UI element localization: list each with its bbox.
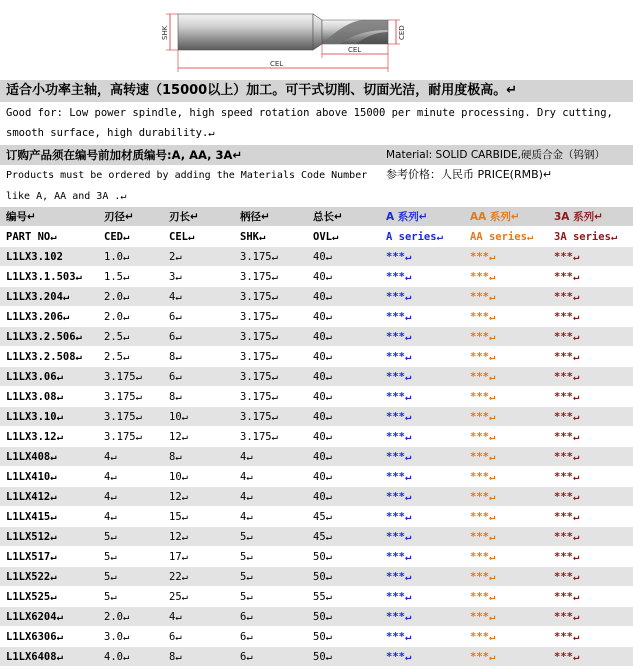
cell-ced: 4↵ [98,447,163,467]
header-cn-cell: 柄径↵ [234,207,307,227]
cell-a3: ***↵ [548,527,633,547]
cell-ovl: 40↵ [307,287,380,307]
table-row [0,427,633,447]
cell-a: ***↵ [380,347,464,367]
cell-part: L1LX3.2.508↵ [0,347,98,367]
cell-shk: 5↵ [234,587,307,607]
cell-aa: ***↵ [464,427,548,447]
cell-a: ***↵ [380,387,464,407]
price-label: 参考价格：人民币 PRICE(RMB)↵ [386,168,553,181]
header-en-cell: PART NO↵ [0,227,98,247]
cell-a3: ***↵ [548,387,633,407]
order-note-cn: 订购产品须在编号前加材质编号:A, AA, 3A↵ [6,148,243,162]
table-row [0,527,633,547]
cell-shk: 4↵ [234,467,307,487]
cell-aa: ***↵ [464,267,548,287]
cell-cel: 8↵ [163,647,234,667]
title-cn: 适合小功率主轴，高转速（15000以上）加工。可干式切削、切面光洁，耐用度极高。↵ [6,83,518,98]
table-row [0,607,633,627]
table-row [0,547,633,567]
cell-part: L1LX522↵ [0,567,98,587]
cell-shk: 4↵ [234,507,307,527]
cell-part: L1LX3.08↵ [0,387,98,407]
cell-cel: 12↵ [163,527,234,547]
cell-a3: ***↵ [548,367,633,387]
cell-a3: ***↵ [548,507,633,527]
cell-aa: ***↵ [464,407,548,427]
cell-shk: 3.175↵ [234,347,307,367]
cell-cel: 4↵ [163,607,234,627]
cell-ovl: 40↵ [307,407,380,427]
cell-shk: 3.175↵ [234,367,307,387]
cell-cel: 8↵ [163,387,234,407]
cell-ovl: 40↵ [307,347,380,367]
cell-ovl: 45↵ [307,527,380,547]
cell-cel: 12↵ [163,427,234,447]
cell-ovl: 40↵ [307,467,380,487]
header-cn-cell: 编号↵ [0,207,98,227]
cell-cel: 4↵ [163,287,234,307]
cell-part: L1LX3.204↵ [0,287,98,307]
cell-part: L1LX3.102 [0,247,98,267]
cell-part: L1LX410↵ [0,467,98,487]
cell-part: L1LX412↵ [0,487,98,507]
cell-ced: 3.175↵ [98,427,163,447]
cell-part: L1LX3.2.506↵ [0,327,98,347]
cell-ovl: 50↵ [307,627,380,647]
description-en: Good for: Low power spindle, high speed rotation above 15000 per minute processing. Dry cutting, smooth surface, high durability.↵ [6,107,613,139]
cell-shk: 3.175↵ [234,307,307,327]
cel-label: CEL [348,46,362,54]
cell-a3: ***↵ [548,327,633,347]
cell-a3: ***↵ [548,647,633,667]
cell-aa: ***↵ [464,527,548,547]
cell-ced: 5↵ [98,567,163,587]
header-cn-cell: A 系列↵ [380,207,464,227]
cell-a: ***↵ [380,327,464,347]
cell-a3: ***↵ [548,547,633,567]
header-cn-cell: AA 系列↵ [464,207,548,227]
cell-ovl: 50↵ [307,567,380,587]
cell-part: L1LX3.10↵ [0,407,98,427]
cell-shk: 5↵ [234,547,307,567]
cell-cel: 8↵ [163,447,234,467]
table-row [0,307,633,327]
cell-a: ***↵ [380,607,464,627]
cell-ced: 2.5↵ [98,327,163,347]
cell-shk: 3.175↵ [234,427,307,447]
cell-ovl: 40↵ [307,247,380,267]
cell-part: L1LX525↵ [0,587,98,607]
cell-aa: ***↵ [464,627,548,647]
table-row [0,507,633,527]
cell-ced: 5↵ [98,527,163,547]
cell-ovl: 40↵ [307,387,380,407]
header-row-cn [0,207,633,227]
cell-a: ***↵ [380,367,464,387]
cell-shk: 4↵ [234,487,307,507]
cell-cel: 6↵ [163,327,234,347]
cell-ced: 3.175↵ [98,367,163,387]
ced-label: CED [398,25,406,40]
ovl-label: CEL [270,60,284,68]
cell-a3: ***↵ [548,627,633,647]
cell-ced: 2.0↵ [98,607,163,627]
cell-ced: 4.0↵ [98,647,163,667]
cell-a: ***↵ [380,287,464,307]
table-row [0,587,633,607]
cell-a: ***↵ [380,547,464,567]
cell-cel: 15↵ [163,507,234,527]
cell-ced: 2.5↵ [98,347,163,367]
table-row [0,247,633,267]
cell-a: ***↵ [380,587,464,607]
cell-a: ***↵ [380,507,464,527]
cell-ced: 3.175↵ [98,387,163,407]
cell-shk: 3.175↵ [234,247,307,267]
table-row [0,467,633,487]
cell-cel: 2↵ [163,247,234,267]
cell-a3: ***↵ [548,307,633,327]
cell-shk: 5↵ [234,527,307,547]
cell-shk: 5↵ [234,567,307,587]
cell-aa: ***↵ [464,507,548,527]
cell-ovl: 55↵ [307,587,380,607]
table-row [0,627,633,647]
cell-aa: ***↵ [464,607,548,627]
tool-neck [313,14,322,50]
cell-a3: ***↵ [548,487,633,507]
table-row [0,347,633,367]
cell-ovl: 40↵ [307,327,380,347]
cell-aa: ***↵ [464,307,548,327]
cell-part: L1LX512↵ [0,527,98,547]
header-cn-cell: 刃长↵ [163,207,234,227]
cell-ovl: 50↵ [307,607,380,627]
cell-ovl: 40↵ [307,267,380,287]
table-row [0,567,633,587]
cell-part: L1LX3.1.503↵ [0,267,98,287]
table-row [0,647,633,667]
cell-aa: ***↵ [464,547,548,567]
cell-aa: ***↵ [464,467,548,487]
cell-a: ***↵ [380,527,464,547]
title-band [0,80,633,102]
cell-ced: 3.175↵ [98,407,163,427]
cell-ced: 1.0↵ [98,247,163,267]
header-en-cell: A series↵ [380,227,464,247]
cell-ovl: 40↵ [307,427,380,447]
order-note-en: Products must be ordered by adding the Materials Code Number like A, AA and 3A .↵ [6,170,368,202]
header-en-cell: OVL↵ [307,227,380,247]
cell-shk: 3.175↵ [234,287,307,307]
cell-aa: ***↵ [464,247,548,267]
cell-a: ***↵ [380,487,464,507]
cell-aa: ***↵ [464,587,548,607]
table-row [0,267,633,287]
cell-ced: 5↵ [98,547,163,567]
header-en-cell: CEL↵ [163,227,234,247]
cell-shk: 4↵ [234,447,307,467]
header-cn-cell: 3A 系列↵ [548,207,633,227]
header-en-cell: CED↵ [98,227,163,247]
cell-ovl: 50↵ [307,647,380,667]
cell-cel: 6↵ [163,367,234,387]
header-cn-cell: 刃径↵ [98,207,163,227]
cell-shk: 6↵ [234,627,307,647]
cell-a3: ***↵ [548,347,633,367]
cell-a: ***↵ [380,407,464,427]
cell-a: ***↵ [380,647,464,667]
cell-a: ***↵ [380,627,464,647]
cell-shk: 3.175↵ [234,407,307,427]
cell-part: L1LX3.206↵ [0,307,98,327]
cell-ovl: 50↵ [307,547,380,567]
cell-part: L1LX6204↵ [0,607,98,627]
cell-ced: 2.0↵ [98,307,163,327]
shk-label: SHK [161,25,169,40]
cell-ovl: 40↵ [307,487,380,507]
cell-a: ***↵ [380,247,464,267]
cell-ced: 3.0↵ [98,627,163,647]
cell-cel: 8↵ [163,347,234,367]
cell-aa: ***↵ [464,647,548,667]
cell-aa: ***↵ [464,287,548,307]
cell-part: L1LX415↵ [0,507,98,527]
cell-a3: ***↵ [548,467,633,487]
table-row [0,287,633,307]
cell-cel: 6↵ [163,307,234,327]
cell-cel: 10↵ [163,407,234,427]
cell-aa: ***↵ [464,567,548,587]
cell-ced: 4↵ [98,487,163,507]
cell-shk: 3.175↵ [234,327,307,347]
cell-part: L1LX517↵ [0,547,98,567]
cell-a3: ***↵ [548,567,633,587]
table-row [0,407,633,427]
cell-a: ***↵ [380,307,464,327]
cell-a: ***↵ [380,567,464,587]
end-mill-diagram [0,0,633,80]
cell-cel: 17↵ [163,547,234,567]
order-band [0,145,633,165]
cell-part: L1LX6306↵ [0,627,98,647]
header-en-cell: AA series↵ [464,227,548,247]
cell-ovl: 45↵ [307,507,380,527]
header-en-cell: SHK↵ [234,227,307,247]
table-row [0,487,633,507]
table-row [0,447,633,467]
cell-cel: 12↵ [163,487,234,507]
tool-shank [178,14,313,50]
cell-aa: ***↵ [464,367,548,387]
cell-a3: ***↵ [548,267,633,287]
cell-a3: ***↵ [548,447,633,467]
cell-part: L1LX6408↵ [0,647,98,667]
cell-shk: 6↵ [234,607,307,627]
cell-a3: ***↵ [548,247,633,267]
cell-ced: 5↵ [98,587,163,607]
cell-part: L1LX3.12↵ [0,427,98,447]
cell-a: ***↵ [380,467,464,487]
cell-ovl: 40↵ [307,447,380,467]
cell-shk: 3.175↵ [234,387,307,407]
cell-ovl: 40↵ [307,367,380,387]
cell-a3: ***↵ [548,587,633,607]
cell-cel: 3↵ [163,267,234,287]
cell-a: ***↵ [380,427,464,447]
cell-ced: 1.5↵ [98,267,163,287]
cell-ced: 4↵ [98,467,163,487]
table-row [0,327,633,347]
cell-aa: ***↵ [464,447,548,467]
table-row [0,367,633,387]
spec-table [0,207,633,667]
cell-shk: 3.175↵ [234,267,307,287]
cell-a3: ***↵ [548,287,633,307]
cell-a3: ***↵ [548,407,633,427]
cell-cel: 10↵ [163,467,234,487]
cell-aa: ***↵ [464,387,548,407]
cell-a3: ***↵ [548,427,633,447]
cell-cel: 6↵ [163,627,234,647]
header-cn-cell: 总长↵ [307,207,380,227]
cell-ced: 4↵ [98,507,163,527]
cell-aa: ***↵ [464,487,548,507]
cell-ovl: 40↵ [307,307,380,327]
material-label: Material: SOLID CARBIDE,硬质合金（钨钢） [386,149,605,161]
cell-cel: 25↵ [163,587,234,607]
cell-a: ***↵ [380,267,464,287]
cell-ced: 2.0↵ [98,287,163,307]
cell-a: ***↵ [380,447,464,467]
cell-shk: 6↵ [234,647,307,667]
cell-aa: ***↵ [464,347,548,367]
cell-part: L1LX408↵ [0,447,98,467]
cell-aa: ***↵ [464,327,548,347]
header-en-cell: 3A series↵ [548,227,633,247]
header-row-en [0,227,633,247]
table-row [0,387,633,407]
cell-a3: ***↵ [548,607,633,627]
cell-cel: 22↵ [163,567,234,587]
cell-part: L1LX3.06↵ [0,367,98,387]
